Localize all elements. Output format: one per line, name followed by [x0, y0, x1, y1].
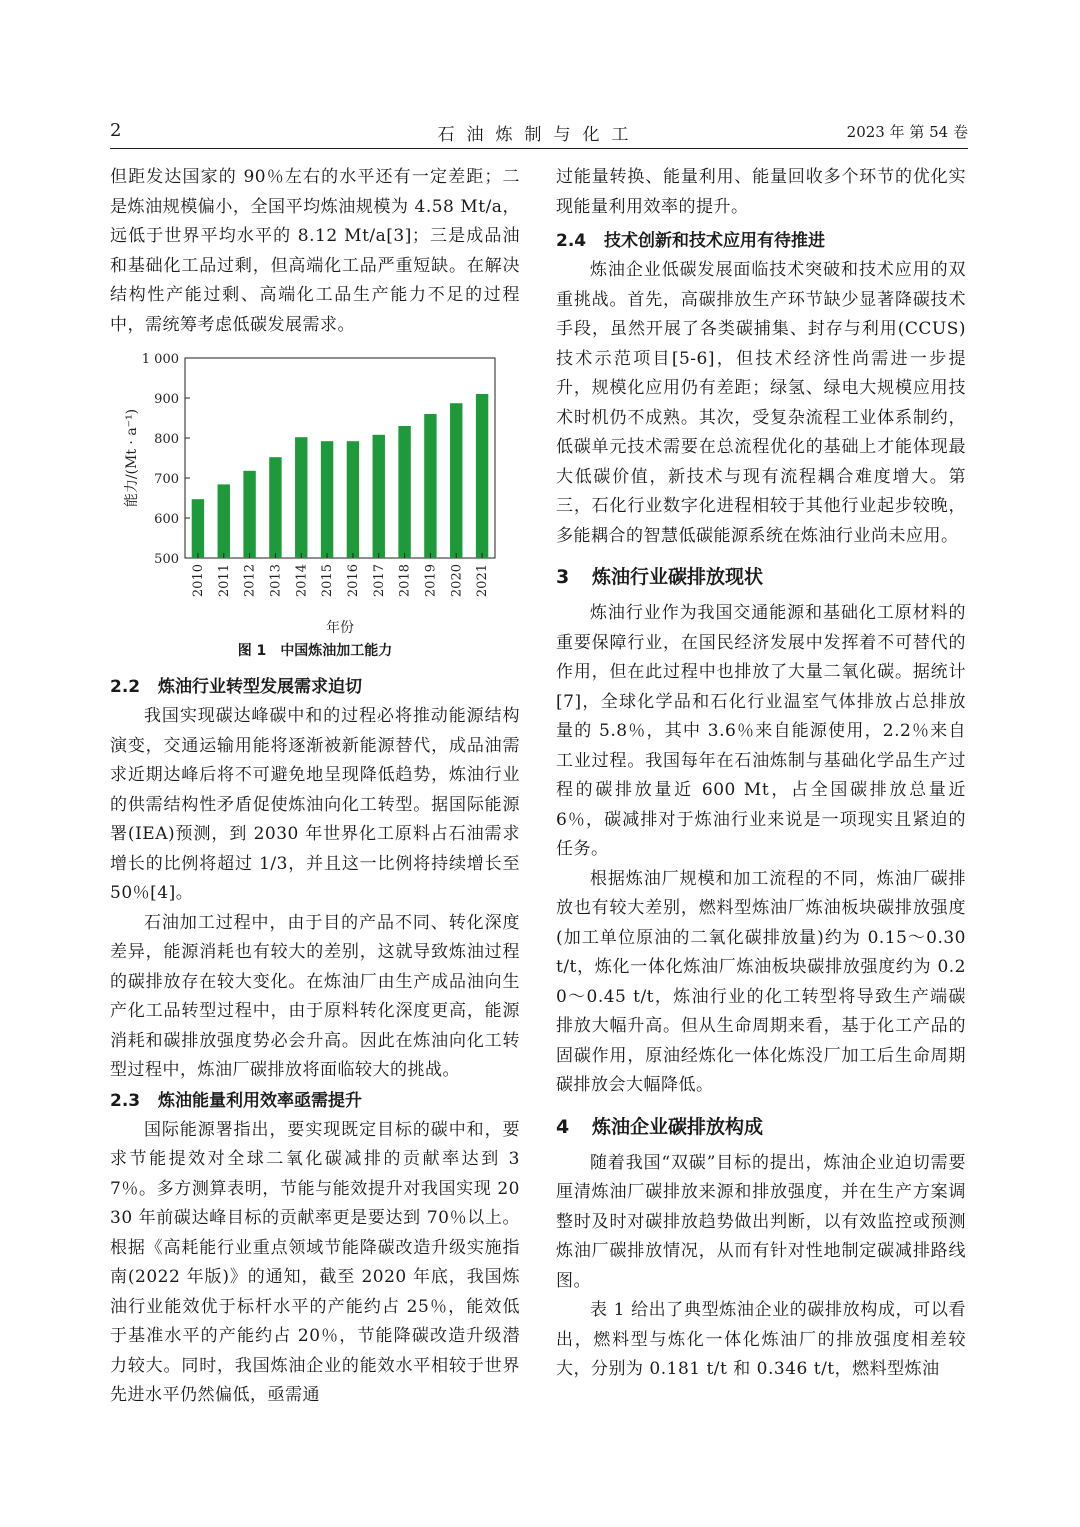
x-tick-label: 2012 — [242, 564, 258, 598]
section-number: 4 — [556, 1115, 570, 1138]
bar — [321, 441, 333, 558]
page-header — [110, 118, 968, 149]
section-heading-2-2 — [110, 672, 520, 702]
bar — [243, 471, 255, 558]
x-tick-label: 2019 — [423, 564, 439, 598]
left-column — [110, 163, 520, 1411]
bar — [450, 403, 462, 558]
figure-number: 图 1 — [237, 643, 267, 659]
x-tick-label: 2014 — [294, 564, 310, 598]
paragraph: 表 1 给出了典型炼油企业的碳排放构成，可以看出，燃料型与炼化一体化炼油厂的排放强度相差较大，分别为 0.181 t/t 和 0.346 t/t，燃料型炼油 — [556, 1300, 966, 1379]
bar — [218, 484, 230, 558]
x-tick-label: 2011 — [216, 564, 232, 598]
bar-chart — [110, 350, 520, 640]
figure-caption-text: 中国炼油加工能力 — [280, 643, 393, 659]
plot-frame — [185, 358, 495, 558]
x-tick-label: 2021 — [475, 564, 491, 598]
x-tick-label: 2018 — [397, 564, 413, 598]
y-tick-label: 1 000 — [141, 352, 179, 367]
paragraph: 石油加工过程中，由于目的产品不同、转化深度差异，能源消耗也有较大的差别，这就导致炼油过程的碳排放存在较大变化。在炼油厂由生产成品油向生产化工品转型过程中，由于原料转化深度更高，能源消耗和碳排放强度势必会升高。因此在炼油向化工转型过程中，炼油厂碳排放将面临较大的挑战。 — [110, 912, 520, 1080]
bar — [398, 426, 410, 558]
x-tick-label: 2020 — [449, 564, 465, 598]
bar — [476, 394, 488, 558]
x-tick-label: 2017 — [371, 564, 387, 598]
x-tick-label: 2015 — [320, 564, 336, 598]
x-tick-label: 2016 — [345, 564, 361, 598]
bar — [424, 414, 436, 558]
x-tick-label: 2013 — [268, 564, 284, 598]
section-heading-3 — [556, 561, 966, 593]
y-axis-label: 能力/(Mt · a⁻¹) — [124, 408, 140, 508]
section-title: 炼油能量利用效率亟需提升 — [158, 1090, 362, 1111]
right-column — [556, 163, 966, 1385]
section-number: 2.2 — [110, 677, 141, 697]
section-heading-2-3 — [110, 1086, 520, 1116]
section-title: 炼油行业碳排放现状 — [592, 566, 764, 588]
section-title: 炼油行业转型发展需求迫切 — [158, 677, 362, 697]
bar — [373, 435, 385, 558]
y-tick-label: 700 — [154, 472, 179, 487]
figure-caption — [110, 640, 520, 660]
paragraph: 国际能源署指出，要实现既定目标的碳中和，要求节能提效对全球二氧化碳减排的贡献率达到 37％。多方测算表明，节能与能效提升对我国实现 2030 年前碳达峰目标的贡献率更是要达到 70％以上。根据《高耗能行业重点领域节能降碳改造升级实施指南(2022 年版)》的通知，截至 2020 年底，我国炼油行业能效优于标杆水平的产能约占 25％，能效低于基准水平的产能约占 20％，节能降碳改造升级潜力较大。同时，我国炼油企业的能效水平相较于世界先进水平仍然偏低，亟需通 — [110, 1119, 520, 1405]
x-axis-label: 年份 — [326, 620, 354, 636]
journal-title: 石油炼制与化工 — [437, 125, 641, 145]
section-title: 炼油企业碳排放构成 — [592, 1115, 764, 1138]
bar — [347, 441, 359, 558]
figure-1 — [110, 350, 520, 640]
bar — [295, 437, 307, 558]
section-number: 2.3 — [110, 1090, 141, 1111]
paragraph: 根据炼油厂规模和加工流程的不同，炼油厂碳排放也有较大差别，燃料型炼油厂炼油板块碳排放强度(加工单位原油的二氧化碳排放量)约为 0.15～0.30 t/t，炼化一体化炼油厂炼油板块碳排放强度约为 0.20～0.45 t/t，炼油行业的化工转型将导致生产端碳排放大幅升高。但从生命周期来看，基于化工产品的固碳作用，原油经炼化一体化炼没厂加工后生命周期碳排放会大幅降低。 — [556, 868, 966, 1095]
paragraph: 过能量转换、能量利用、能量回收多个环节的优化实现能量利用效率的提升。 — [556, 167, 966, 217]
y-tick-label: 900 — [154, 392, 179, 407]
volume-info: 2023 年 第 54 卷 — [846, 123, 968, 141]
bar — [192, 499, 204, 558]
page-number: 2 — [110, 120, 122, 141]
y-tick-label: 800 — [154, 432, 179, 447]
section-heading-4 — [556, 1111, 966, 1143]
y-tick-label: 500 — [154, 552, 179, 567]
paragraph: 但距发达国家的 90％左右的水平还有一定差距；二是炼油规模偏小，全国平均炼油规模为 4.58 Mt/a，远低于世界平均水平的 8.12 Mt/a[3]；三是成品油和基础化工品过剩，但高端化工品严重短缺。在解决结构性产能过剩、高端化工品生产能力不足的过程中，需统筹考虑低碳发展需求。 — [110, 167, 520, 335]
section-number: 2.4 — [556, 231, 587, 251]
section-number: 3 — [556, 566, 570, 588]
x-tick-label: 2010 — [190, 564, 206, 598]
section-heading-2-4 — [556, 226, 966, 256]
paragraph: 炼油企业低碳发展面临技术突破和技术应用的双重挑战。首先，高碳排放生产环节缺少显著降碳技术手段，虽然开展了各类碳捕集、封存与利用(CCUS)技术示范项目[5-6]，但技术经济性尚需进一步提升，规模化应用仍有差距；绿氢、绿电大规模应用技术时机仍不成熟。其次，受复杂流程工业体系制约，低碳单元技术需要在总流程优化的基础上才能体现最大低碳价值，新技术与现有流程耦合难度增大。第三，石化行业数字化进程相较于其他行业起步较晚，多能耦合的智慧低碳能源系统在炼油行业尚未应用。 — [556, 260, 966, 546]
section-title: 技术创新和技术应用有待推进 — [604, 231, 825, 251]
paragraph: 随着我国“双碳”目标的提出，炼油企业迫切需要厘清炼油厂碳排放来源和排放强度，并在生产方案调整时及时对碳排放趋势做出判断，以有效监控或预测炼油厂碳排放情况，从而有针对性地制定碳减排路线图。 — [556, 1152, 966, 1291]
bar — [269, 457, 281, 558]
paragraph: 炼油行业作为我国交通能源和基础化工原材料的重要保障行业，在国民经济发展中发挥着不可替代的作用，但在此过程中也排放了大量二氧化碳。据统计[7]，全球化学品和石化行业温室气体排放占总排放量的 5.8％，其中 3.6％来自能源使用，2.2％来自工业过程。我国每年在石油炼制与基础化学品生产过程的碳排放量近 600 Mt，占全国碳排放总量近 6％，碳减排对于炼油行业来说是一项现实且紧迫的任务。 — [556, 603, 966, 859]
y-tick-label: 600 — [154, 512, 179, 527]
paragraph: 我国实现碳达峰碳中和的过程必将推动能源结构演变，交通运输用能将逐渐被新能源替代，成品油需求近期达峰后将不可避免地呈现降低趋势，炼油行业的供需结构性矛盾促使炼油向化工转型。据国际能源署(IEA)预测，到 2030 年世界化工原料占石油需求增长的比例将超过 1/3，并且这一比例将持续增长至 50％[4]。 — [110, 706, 520, 903]
